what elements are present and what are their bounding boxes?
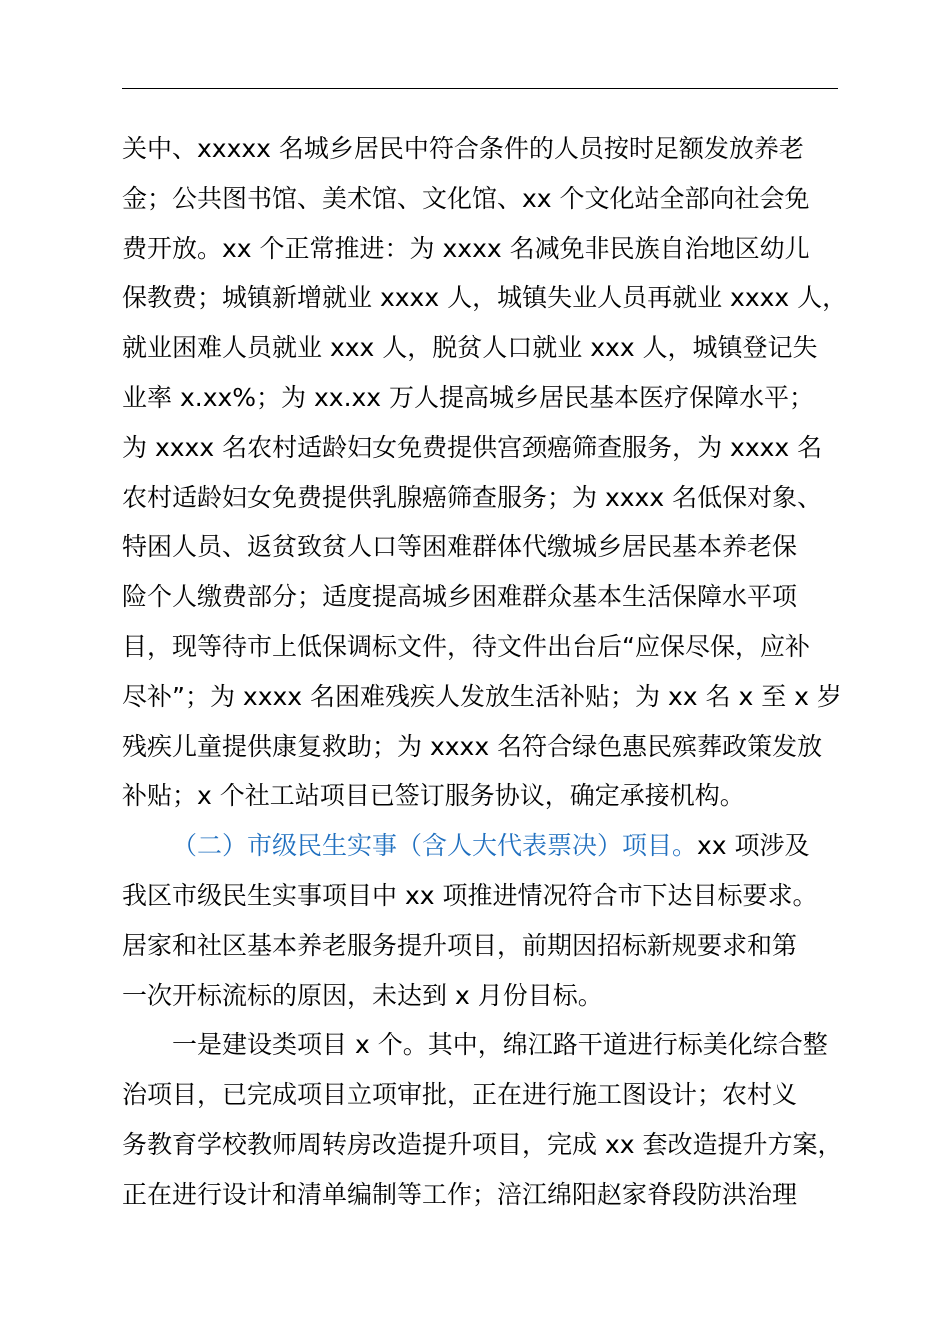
header-rule xyxy=(122,88,838,89)
text-line: 为 xxxx 名农村适龄妇女免费提供宫颈癌筛查服务，为 xxxx 名 xyxy=(122,432,823,462)
text-line: 关中、xxxxx 名城乡居民中符合条件的人员按时足额发放养老 xyxy=(122,134,804,163)
text-line: 目，现等待市上低保调标文件，待文件出台后“应保尽保，应补 xyxy=(122,631,810,661)
text-line: 治项目，已完成项目立项审批，正在进行施工图设计；农村义 xyxy=(122,1080,798,1110)
text-line: 尽补”；为 xxxx 名困难残疾人发放生活补贴；为 xx 名 x 至 x 岁 xyxy=(122,681,842,711)
text-line: 正在进行设计和清单编制等工作；涪江绵阳赵家脊段防洪治理 xyxy=(122,1179,798,1209)
text-line: 务教育学校教师周转房改造提升项目，完成 xx 套改造提升方案， xyxy=(122,1129,843,1159)
section-2-heading-rest: xx 项涉及 xyxy=(697,831,810,861)
paragraph-3-first-line: 一是建设类项目 x 个。其中，绵江路干道进行标美化综合整 xyxy=(172,1030,828,1060)
text-line: 一次开标流标的原因，未达到 x 月份目标。 xyxy=(122,980,603,1010)
text-line: 我区市级民生实事项目中 xx 项推进情况符合市下达目标要求。 xyxy=(122,880,818,910)
text-line: 补贴；x 个社工站项目已签订服务协议，确定承接机构。 xyxy=(122,781,745,811)
text-line: 费开放。xx 个正常推进：为 xxxx 名减免非民族自治地区幼儿 xyxy=(122,233,810,263)
text-line: 特困人员、返贫致贫人口等困难群体代缴城乡居民基本养老保 xyxy=(122,532,798,562)
text-line: 业率 x.xx%；为 xx.xx 万人提高城乡居民基本医疗保障水平； xyxy=(122,382,815,412)
text-line: 险个人缴费部分；适度提高城乡困难群众基本生活保障水平项 xyxy=(122,582,798,612)
text-line: 农村适龄妇女免费提供乳腺癌筛查服务；为 xxxx 名低保对象、 xyxy=(122,482,823,512)
text-line: 金；公共图书馆、美术馆、文化馆、xx 个文化站全部向社会免 xyxy=(122,183,810,213)
document-body xyxy=(122,124,858,1220)
text-line: 就业困难人员就业 xxx 人，脱贫人口就业 xxx 人，城镇登记失 xyxy=(122,333,818,363)
text-line: 居家和社区基本养老服务提升项目，前期因招标新规要求和第 xyxy=(122,930,798,960)
section-2-first-line xyxy=(122,821,858,871)
section-2-heading: （二）市级民生实事（含人大代表票决）项目。 xyxy=(172,831,698,861)
text-line: 残疾儿童提供康复救助；为 xxxx 名符合绿色惠民殡葬政策发放 xyxy=(122,731,823,761)
text-line: 保教费；城镇新增就业 xxxx 人，城镇失业人员再就业 xxxx 人， xyxy=(122,283,848,313)
